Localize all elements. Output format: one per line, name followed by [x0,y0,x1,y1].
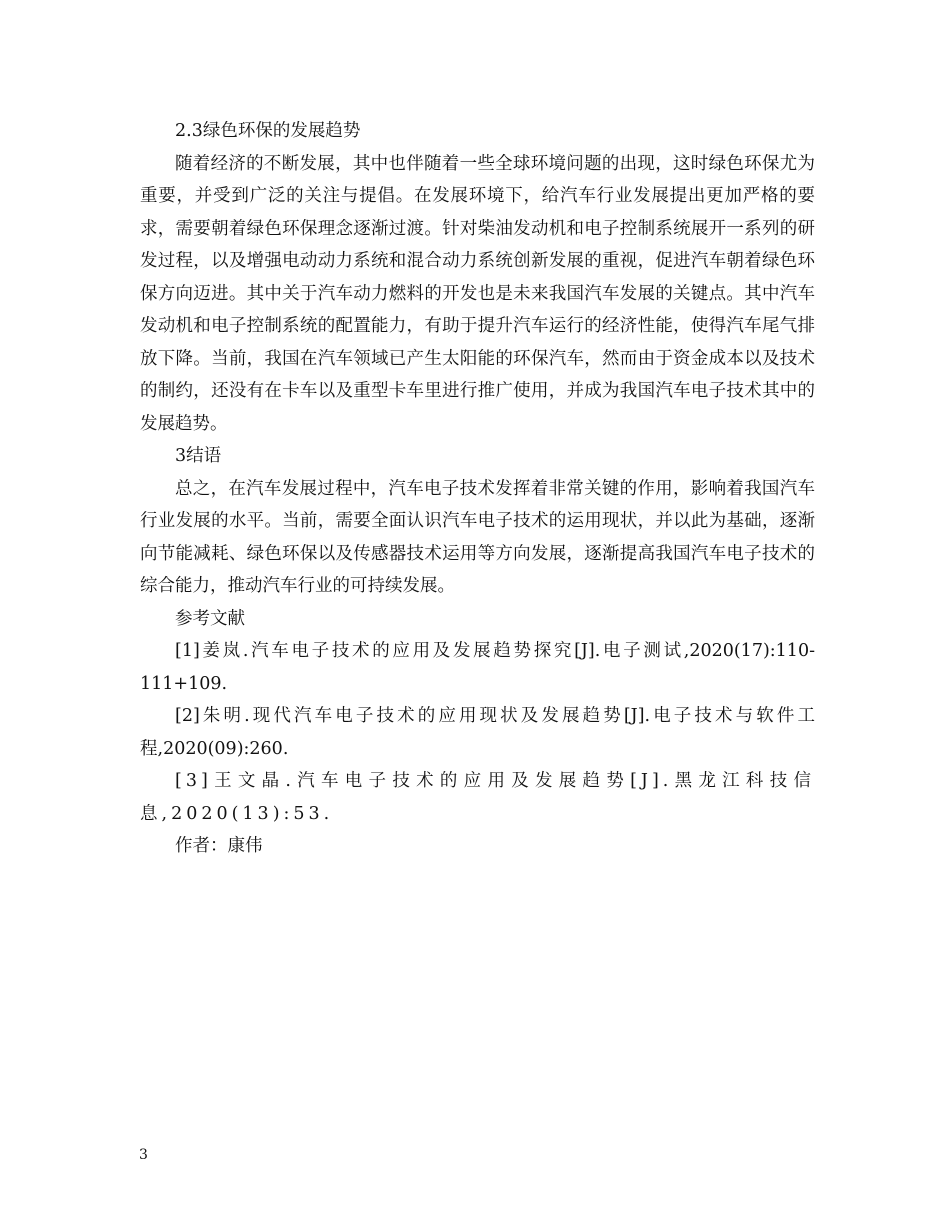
section-heading: 2.3绿色环保的发展趋势 [175,121,361,141]
page-number: 3 [139,1147,148,1163]
reference-item: [3]王文晶.汽车电子技术的应用及发展趋势[J].黑龙江科技信息,2020(13):53. [140,771,815,824]
author-line: 作者：康伟 [175,836,263,856]
references-heading: 参考文献 [175,608,245,629]
reference-item: [2]朱明.现代汽车电子技术的应用现状及发展趋势[J].电子技术与软件工程,2020(09):260. [140,706,815,759]
document-body [140,115,815,863]
reference-item: [1]姜岚.汽车电子技术的应用及发展趋势探究[J].电子测试,2020(17):110-111+109. [140,641,815,694]
section-paragraph: 随着经济的不断发展，其中也伴随着一些全球环境问题的出现，这时绿色环保尤为重要，并受到广泛的关注与提倡。在发展环境下，给汽车行业发展提出更加严格的要求，需要朝着绿色环保理念逐渐过渡。针对柴油发动机和电子控制系统展开一系列的研发过程，以及增强电动动力系统和混合动力系统创新发展的重视，促进汽车朝着绿色环保方向迈进。其中关于汽车动力燃料的开发也是未来我国汽车发展的关键点。其中汽车发动机和电子控制系统的配置能力，有助于提升汽车运行的经济性能，使得汽车尾气排放下降。当前，我国在汽车领域已产生太阳能的环保汽车，然而由于资金成本以及技术的制约，还没有在卡车以及重型卡车里进行推广使用，并成为我国汽车电子技术其中的发展趋势。 [140,153,815,434]
conclusion-paragraph: 总之，在汽车发展过程中，汽车电子技术发挥着非常关键的作用，影响着我国汽车行业发展的水平。当前，需要全面认识汽车电子技术的运用现状，并以此为基础，逐渐向节能减耗、绿色环保以及传感器技术运用等方向发展，逐渐提高我国汽车电子技术的综合能力，推动汽车行业的可持续发展。 [140,478,815,596]
conclusion-heading: 3结语 [175,446,222,466]
